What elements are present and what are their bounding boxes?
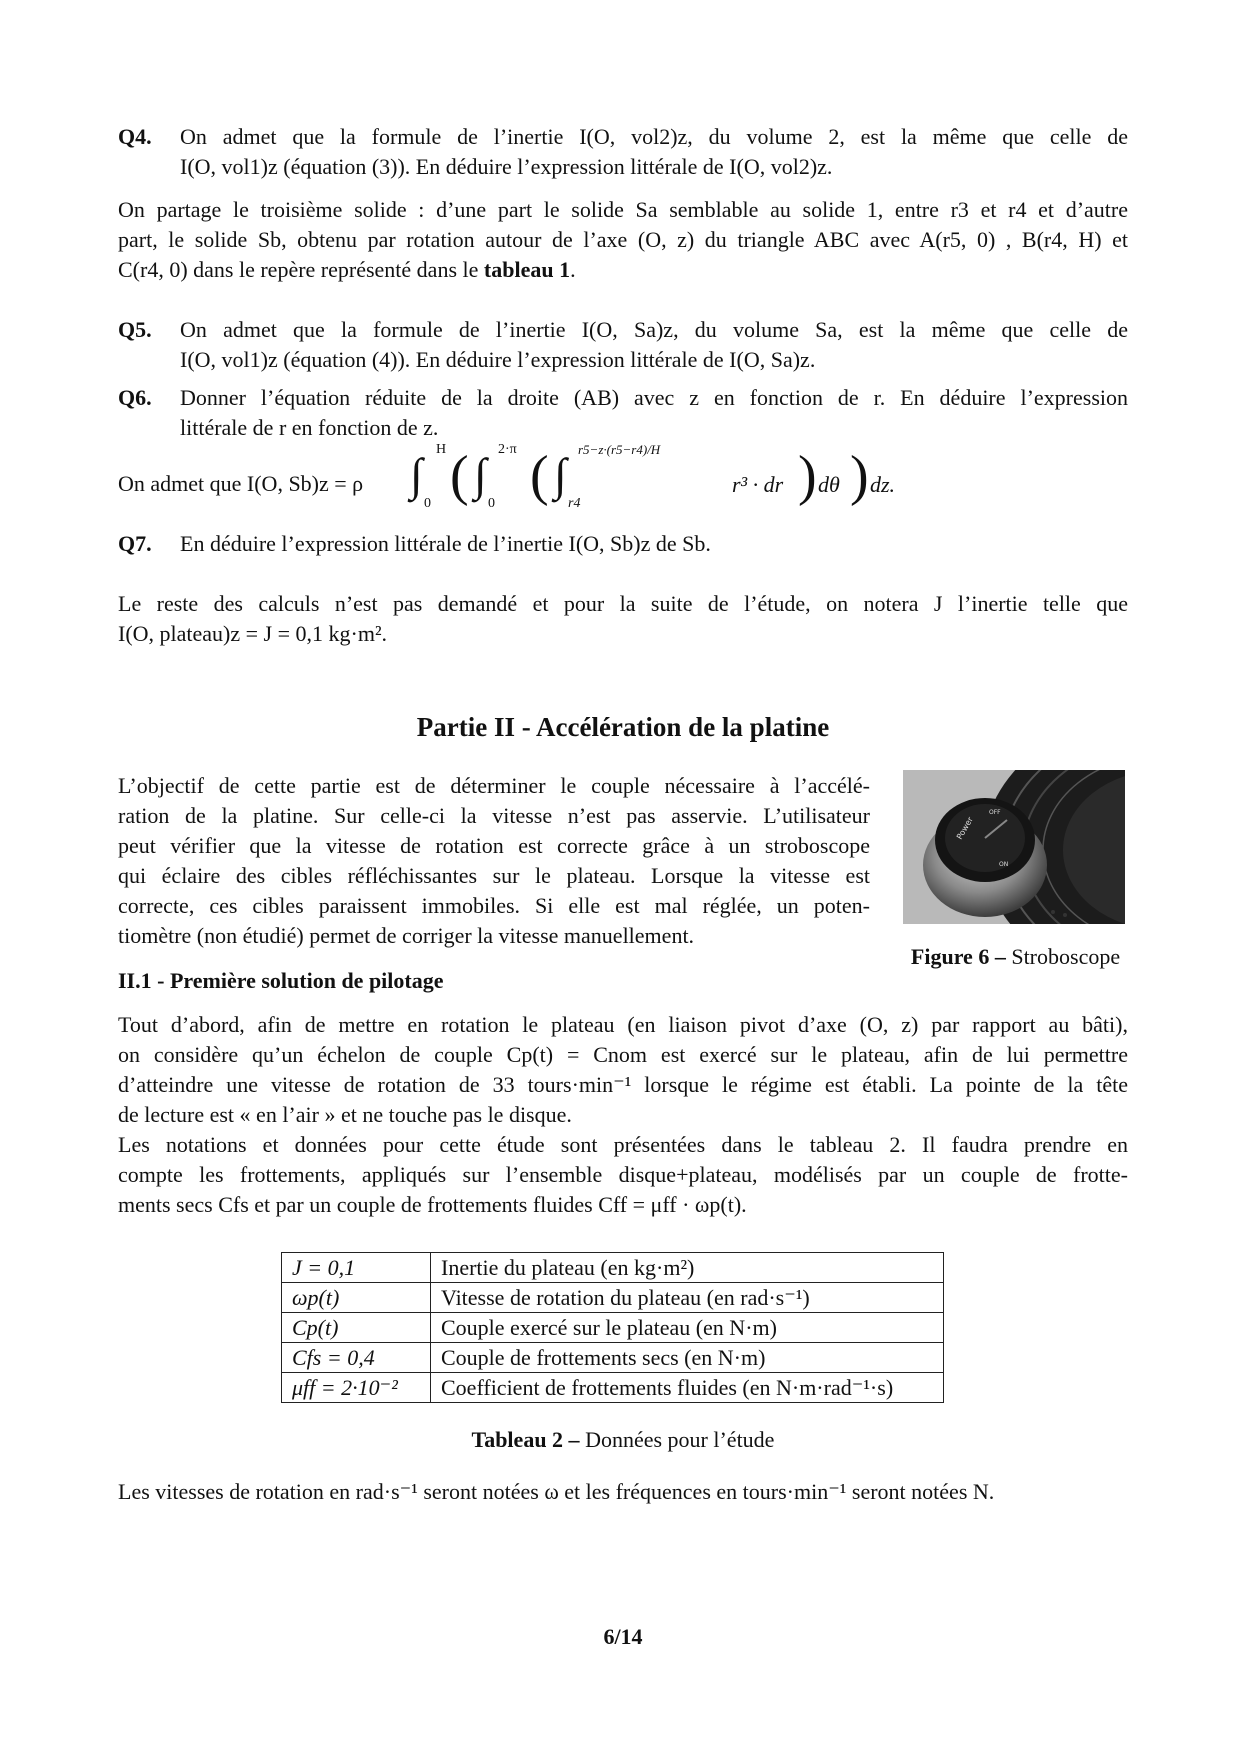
table-row <box>282 1343 944 1373</box>
q4-line2: I(O, vol1)z (équation (3)). En déduire l’expression littérale de I(O, vol2)z. <box>180 154 833 179</box>
p1-line2: part, le solide Sb, obtenu par rotation autour de l’axe (O, z) du triangle ABC avec A(r5, 0) , B(r4, H) et <box>118 227 1128 252</box>
mid-integral-sign: ∫ <box>474 449 487 500</box>
intro-line: L’objectif de cette partie est de déterminer le couple nécessaire à l’accélé- <box>118 773 870 798</box>
rest-line1: Le reste des calculs n’est pas demandé et pour la suite de l’étude, on notera J l’inertie telle que <box>118 591 1128 616</box>
knob-label-power: Power <box>954 815 975 841</box>
q6-line2: littérale de r en fonction de z. <box>180 415 439 440</box>
q4-line1: On admet que la formule de l’inertie I(O, vol2)z, du volume 2, est la même que celle de <box>180 124 1128 149</box>
rest-line2: I(O, plateau)z = J = 0,1 kg·m². <box>118 621 388 646</box>
stroboscope-illustration <box>903 770 1125 924</box>
inner-lower-bound: r4 <box>568 496 581 511</box>
paren-open-2: ( <box>530 445 549 507</box>
figure-label: Figure 6 – <box>910 944 1006 969</box>
formula-prefix: On admet que I(O, Sb)z = ρ <box>118 471 364 496</box>
q4-label: Q4. <box>118 124 152 149</box>
table-cell-desc: Coefficient de frottements fluides (en N·m·rad⁻¹·s) <box>431 1373 944 1403</box>
paren-close-1: ) <box>850 445 869 507</box>
knob-label-on: ON <box>999 861 1009 868</box>
p1-line3 <box>118 256 576 284</box>
outer-upper-bound: H <box>436 442 447 457</box>
table-row <box>282 1253 944 1283</box>
p1-line3-a: C(r4, 0) dans le repère représenté dans le <box>118 257 484 282</box>
mid-upper-bound: 2·π <box>498 442 517 457</box>
intro-line: tiomètre (non étudié) permet de corriger la vitesse manuellement. <box>118 923 695 948</box>
q5-line2: I(O, vol1)z (équation (4)). En déduire l’expression littérale de I(O, Sa)z. <box>180 347 816 372</box>
table-cell-symbol: Cp(t) <box>282 1313 431 1343</box>
integral-formula <box>410 442 930 522</box>
q5-line1: On admet que la formule de l’inertie I(O, Sa)z, du volume Sa, est la même que celle de <box>180 317 1128 342</box>
paren-close-2: ) <box>798 445 817 507</box>
integrand: r³ · dr <box>732 472 784 497</box>
table-cell-symbol: μff = 2·10⁻² <box>282 1373 431 1403</box>
p1-line3-c: . <box>570 257 576 282</box>
inner-upper-bound: r5−z·(r5−r4)/H <box>578 442 661 457</box>
intro-line: correcte, ces cibles paraissent immobiles. Si elle est mal réglée, un poten- <box>118 893 870 918</box>
table-caption-label: Tableau 2 – <box>471 1427 580 1452</box>
section-title: Partie II - Accélération de la platine <box>416 712 830 742</box>
table-caption-text: Données pour l’étude <box>585 1427 775 1452</box>
p1-line3-ref: tableau 1 <box>483 257 571 282</box>
subsection-title: II.1 - Première solution de pilotage <box>118 968 444 993</box>
intro-line: ration de la platine. Sur celle-ci la vitesse n’est pas asservie. L’utilisateur <box>118 803 870 828</box>
final-line: Les vitesses de rotation en rad·s⁻¹ seront notées ω et les fréquences en tours·min⁻¹ seront notées N. <box>118 1479 995 1504</box>
table-cell-desc: Couple de frottements secs (en N·m) <box>431 1343 944 1373</box>
outer-integral-sign: ∫ <box>410 449 423 500</box>
q5-label: Q5. <box>118 317 152 342</box>
figure-caption <box>893 944 1138 970</box>
q7-line1: En déduire l’expression littérale de l’inertie I(O, Sb)z de Sb. <box>180 531 711 556</box>
table-cell-desc: Vitesse de rotation du plateau (en rad·s⁻¹) <box>431 1283 944 1313</box>
body-line: de lecture est « en l’air » et ne touche pas le disque. <box>118 1102 572 1127</box>
table-cell-symbol: J = 0,1 <box>282 1253 431 1283</box>
figure-caption-text: Stroboscope <box>1011 944 1121 969</box>
outer-lower-bound: 0 <box>424 496 431 511</box>
stroboscope-photo <box>903 770 1125 924</box>
body-line: Tout d’abord, afin de mettre en rotation le plateau (en liaison pivot d’axe (O, z) par rapport au bâti), <box>118 1012 1128 1037</box>
body-line: ments secs Cfs et par un couple de frottements fluides Cff = μff · ωp(t). <box>118 1192 747 1217</box>
q7-label: Q7. <box>118 531 152 556</box>
page-number: 6/14 <box>603 1624 643 1649</box>
dz: dz. <box>870 472 896 497</box>
body-line: compte les frottements, appliqués sur l’ensemble disque+plateau, modélisés par un couple de frotte- <box>118 1162 1128 1187</box>
q6-line1: Donner l’équation réduite de la droite (AB) avec z en fonction de r. En déduire l’expression <box>180 385 1128 410</box>
table-row <box>282 1283 944 1313</box>
table-cell-symbol: Cfs = 0,4 <box>282 1343 431 1373</box>
body-line: Les notations et données pour cette étude sont présentées dans le tableau 2. Il faudra prendre en <box>118 1132 1128 1157</box>
dtheta: dθ <box>818 472 840 497</box>
body-line: on considère qu’un échelon de couple Cp(t) = Cnom est exercé sur le plateau, afin de lui permettre <box>118 1042 1128 1067</box>
intro-line: qui éclaire des cibles réfléchissantes sur le plateau. Lorsque la vitesse est <box>118 863 870 888</box>
paren-open-1: ( <box>450 445 469 507</box>
table-cell-desc: Inertie du plateau (en kg·m²) <box>431 1253 944 1283</box>
table-cell-symbol: ωp(t) <box>282 1283 431 1313</box>
data-table <box>281 1252 944 1403</box>
table-row <box>282 1313 944 1343</box>
intro-line: peut vérifier que la vitesse de rotation est correcte grâce à un stroboscope <box>118 833 870 858</box>
mid-lower-bound: 0 <box>488 496 495 511</box>
table-row <box>282 1373 944 1403</box>
body-line: d’atteindre une vitesse de rotation de 33 tours·min⁻¹ lorsque le régime est établi. La pointe de la tête <box>118 1072 1128 1097</box>
knob-label-off: OFF <box>989 809 1001 816</box>
table-cell-desc: Couple exercé sur le plateau (en N·m) <box>431 1313 944 1343</box>
p1-line1: On partage le troisième solide : d’une part le solide Sa semblable au solide 1, entre r3 et r4 et d’autre <box>118 197 1128 222</box>
table-caption <box>118 1427 1128 1453</box>
q6-label: Q6. <box>118 385 152 410</box>
inner-integral-sign: ∫ <box>554 449 567 500</box>
